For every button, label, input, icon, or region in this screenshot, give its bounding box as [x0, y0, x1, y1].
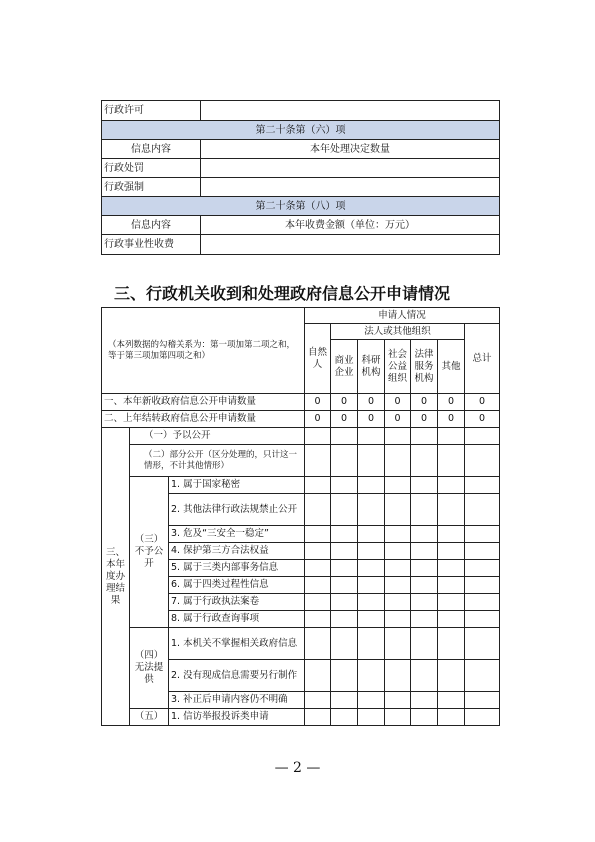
value-cell [438, 594, 465, 611]
value-cell [411, 477, 438, 494]
row-label-item: 5. 属于三类内部事务信息 [169, 560, 305, 577]
value-cell [385, 494, 411, 526]
value-cell [465, 477, 500, 494]
value-cell [411, 628, 438, 660]
value-cell [465, 543, 500, 560]
header-natural-person: 自然人 [305, 324, 331, 394]
value-cell: 0 [411, 394, 438, 411]
value-cell [465, 628, 500, 660]
value-cell [438, 494, 465, 526]
value-cell [358, 660, 385, 692]
cell-empty [201, 178, 500, 197]
value-cell [331, 594, 358, 611]
value-cell: 0 [305, 394, 331, 411]
row-label-item: 1. 本机关不掌握相关政府信息 [169, 628, 305, 660]
value-cell [438, 692, 465, 709]
row-label-item: 2. 没有现成信息需要另行制作 [169, 660, 305, 692]
value-cell [331, 628, 358, 660]
value-cell: 0 [465, 394, 500, 411]
header-fee-amount: 本年收费金额（单位：万元） [201, 216, 500, 235]
header-public-welfare: 社会公益组织 [385, 340, 411, 394]
value-cell [438, 660, 465, 692]
value-cell [331, 445, 358, 477]
value-cell [465, 526, 500, 543]
value-cell [305, 428, 331, 445]
value-cell: 0 [331, 411, 358, 428]
value-cell [465, 428, 500, 445]
value-cell [331, 560, 358, 577]
value-cell [385, 577, 411, 594]
section-header-art20-6: 第二十条第（六）项 [102, 121, 500, 140]
row-label-admin-enforcement: 行政强制 [102, 178, 201, 197]
value-cell [305, 628, 331, 660]
value-cell [411, 494, 438, 526]
header-other: 其他 [438, 340, 465, 394]
value-cell: 0 [385, 394, 411, 411]
value-cell [411, 577, 438, 594]
value-cell [358, 445, 385, 477]
header-info-content: 信息内容 [102, 216, 201, 235]
value-cell [305, 692, 331, 709]
value-cell [358, 428, 385, 445]
value-cell [385, 709, 411, 726]
header-legal-orgs: 法人或其他组织 [331, 324, 465, 340]
row-label-disclosed: （一）予以公开 [130, 428, 305, 445]
value-cell [305, 709, 331, 726]
value-cell [331, 477, 358, 494]
value-cell [358, 709, 385, 726]
value-cell [305, 494, 331, 526]
value-cell [305, 477, 331, 494]
cell-empty [201, 159, 500, 178]
header-legal-service: 法律服务机构 [411, 340, 438, 394]
value-cell [358, 577, 385, 594]
value-cell [438, 709, 465, 726]
value-cell: 0 [438, 411, 465, 428]
value-cell [358, 543, 385, 560]
row-label-item: 2. 其他法律行政法规禁止公开 [169, 494, 305, 526]
value-cell [385, 594, 411, 611]
value-cell [385, 692, 411, 709]
row-label-item: 1. 属于国家秘密 [169, 477, 305, 494]
value-cell: 0 [438, 394, 465, 411]
value-cell [438, 611, 465, 628]
row-group-five: （五） [130, 709, 169, 726]
value-cell [331, 611, 358, 628]
value-cell [331, 526, 358, 543]
value-cell [331, 709, 358, 726]
value-cell [358, 494, 385, 526]
row-label-item: 3. 危及“三安全一稳定” [169, 526, 305, 543]
value-cell [465, 594, 500, 611]
value-cell: 0 [305, 411, 331, 428]
value-cell [411, 692, 438, 709]
row-group-not-disclosed: （三）不予公开 [130, 477, 169, 628]
value-cell [411, 543, 438, 560]
section-header-art20-8: 第二十条第（八）项 [102, 197, 500, 216]
value-cell [385, 611, 411, 628]
value-cell [385, 445, 411, 477]
value-cell [411, 660, 438, 692]
value-cell [465, 709, 500, 726]
note-cell: （本列数据的勾稽关系为：第一项加第二项之和，等于第三项加第四项之和） [102, 308, 305, 394]
value-cell [331, 543, 358, 560]
value-cell [305, 445, 331, 477]
value-cell: 0 [358, 411, 385, 428]
value-cell [331, 577, 358, 594]
value-cell [305, 526, 331, 543]
value-cell [438, 543, 465, 560]
cell-empty [201, 235, 500, 255]
value-cell: 0 [385, 411, 411, 428]
table-applications [101, 307, 500, 726]
value-cell [465, 445, 500, 477]
value-cell [438, 628, 465, 660]
value-cell [438, 560, 465, 577]
value-cell [385, 543, 411, 560]
value-cell [331, 494, 358, 526]
value-cell [411, 526, 438, 543]
row-label-item: 1. 信访举报投诉类申请 [169, 709, 305, 726]
value-cell [358, 526, 385, 543]
header-decisions-count: 本年处理决定数量 [201, 140, 500, 159]
value-cell [385, 526, 411, 543]
header-info-content: 信息内容 [102, 140, 201, 159]
value-cell [411, 709, 438, 726]
row-label-item: 8. 属于行政查询事项 [169, 611, 305, 628]
value-cell [331, 660, 358, 692]
value-cell [305, 560, 331, 577]
value-cell [465, 577, 500, 594]
row-label-item: 6. 属于四类过程性信息 [169, 577, 305, 594]
value-cell [438, 445, 465, 477]
value-cell [305, 660, 331, 692]
row-label-admin-penalty: 行政处罚 [102, 159, 201, 178]
header-total: 总计 [465, 324, 500, 394]
value-cell [438, 577, 465, 594]
table-admin-stats [101, 100, 500, 255]
value-cell [305, 594, 331, 611]
row-label-item: 3. 补正后申请内容仍不明确 [169, 692, 305, 709]
value-cell [305, 543, 331, 560]
value-cell [358, 611, 385, 628]
value-cell [465, 560, 500, 577]
value-cell [411, 560, 438, 577]
header-applicant: 申请人情况 [305, 308, 500, 324]
row-group-unable: （四）无法提供 [130, 628, 169, 709]
value-cell [438, 428, 465, 445]
value-cell [385, 628, 411, 660]
section-title: 三、行政机关收到和处理政府信息公开申请情况 [114, 284, 451, 303]
value-cell [438, 477, 465, 494]
value-cell [305, 611, 331, 628]
row-label-partial: （二）部分公开（区分处理的，只计这一情形，不计其他情形） [130, 445, 305, 477]
value-cell [358, 692, 385, 709]
value-cell [358, 594, 385, 611]
value-cell [465, 692, 500, 709]
header-business: 商业企业 [331, 340, 358, 394]
row-label-admin-permit: 行政许可 [102, 101, 201, 121]
row-label-carried-over: 二、上年结转政府信息公开申请数量 [102, 411, 305, 428]
value-cell [385, 660, 411, 692]
value-cell: 0 [331, 394, 358, 411]
value-cell [305, 577, 331, 594]
row-label-admin-fees: 行政事业性收费 [102, 235, 201, 255]
row-group-results: 三、本年度办理结果 [102, 428, 130, 726]
page-number: — 2 — [274, 760, 321, 776]
cell-empty [201, 101, 500, 121]
value-cell [358, 628, 385, 660]
value-cell [358, 477, 385, 494]
row-label-item: 4. 保护第三方合法权益 [169, 543, 305, 560]
row-label-new-requests: 一、本年新收政府信息公开申请数量 [102, 394, 305, 411]
value-cell [465, 660, 500, 692]
value-cell [385, 560, 411, 577]
value-cell: 0 [465, 411, 500, 428]
value-cell [438, 526, 465, 543]
value-cell [411, 594, 438, 611]
value-cell [385, 428, 411, 445]
value-cell [385, 477, 411, 494]
value-cell [331, 692, 358, 709]
value-cell [358, 560, 385, 577]
header-research: 科研机构 [358, 340, 385, 394]
value-cell [411, 611, 438, 628]
value-cell [411, 428, 438, 445]
value-cell [465, 611, 500, 628]
value-cell: 0 [411, 411, 438, 428]
value-cell [411, 445, 438, 477]
value-cell: 0 [358, 394, 385, 411]
value-cell [331, 428, 358, 445]
row-label-item: 7. 属于行政执法案卷 [169, 594, 305, 611]
value-cell [465, 494, 500, 526]
